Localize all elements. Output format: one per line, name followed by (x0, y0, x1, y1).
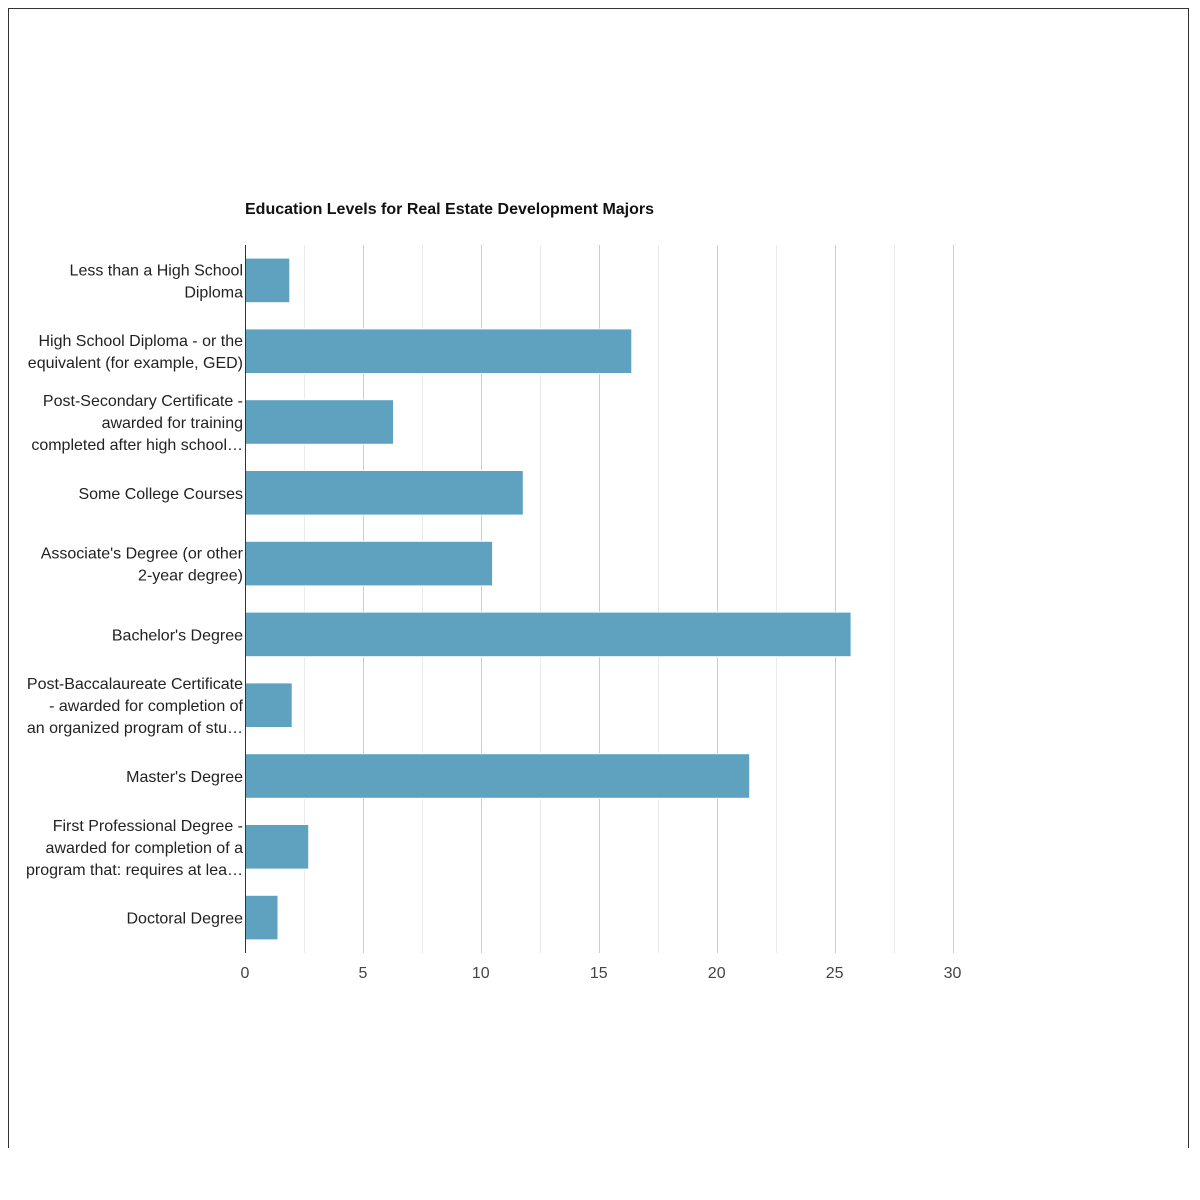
category-label-line: Doctoral Degree (126, 910, 243, 928)
category-label (27, 676, 244, 737)
category-label (78, 486, 243, 503)
bar (245, 329, 632, 374)
category-label-line: Bachelor's Degree (111, 627, 243, 645)
x-tick-label: 15 (589, 965, 608, 982)
category-label-line: Less than a High School (69, 262, 243, 280)
category-label (126, 769, 243, 786)
chart-title: Education Levels for Real Estate Development Majors (245, 201, 655, 218)
x-tick-label: 5 (358, 965, 368, 982)
category-label-line: awarded for training (101, 415, 243, 432)
category-label-line: equivalent (for example, GED) (27, 355, 243, 373)
bar (245, 541, 493, 586)
category-label-line: 2-year degree) (138, 567, 243, 585)
bar (245, 683, 292, 728)
category-label-line: Post-Secondary Certificate - (42, 393, 243, 410)
x-tick-label: 20 (707, 965, 726, 982)
category-label-line: an organized program of stu… (26, 720, 243, 738)
category-label-line: completed after high school… (31, 437, 243, 454)
category-label-line: First Professional Degree - (52, 817, 243, 835)
bar (245, 895, 278, 940)
category-label (112, 627, 243, 644)
bar (245, 612, 851, 657)
category-label-line: Some College Courses (78, 485, 243, 503)
category-label (31, 393, 243, 454)
category-label (26, 818, 243, 879)
x-tick-label: 25 (825, 965, 844, 982)
category-label-line: Associate's Degree (or other (40, 545, 243, 563)
bar (245, 754, 750, 799)
category-label-line: Post-Baccalaureate Certificate (26, 676, 243, 694)
bar (245, 258, 290, 303)
category-label-line: Master's Degree (126, 769, 243, 786)
x-tick-labels (241, 965, 962, 982)
category-label-line: awarded for completion of a (45, 839, 243, 857)
x-tick-label: 0 (240, 965, 250, 982)
category-label-line: High School Diploma - or the (38, 333, 243, 351)
category-label (127, 911, 244, 928)
category-labels (26, 262, 244, 927)
x-tick-label: 30 (943, 965, 962, 982)
category-label-line: program that: requires at lea… (26, 861, 243, 879)
category-label-line: Diploma (184, 284, 243, 302)
bar (245, 825, 309, 870)
bars (245, 258, 851, 940)
bar (245, 400, 394, 445)
bar (245, 471, 523, 516)
category-label-line: - awarded for completion of (49, 698, 243, 716)
x-tick-label: 10 (471, 965, 490, 982)
category-label (28, 333, 243, 372)
category-label (70, 262, 244, 301)
category-label (41, 546, 244, 585)
